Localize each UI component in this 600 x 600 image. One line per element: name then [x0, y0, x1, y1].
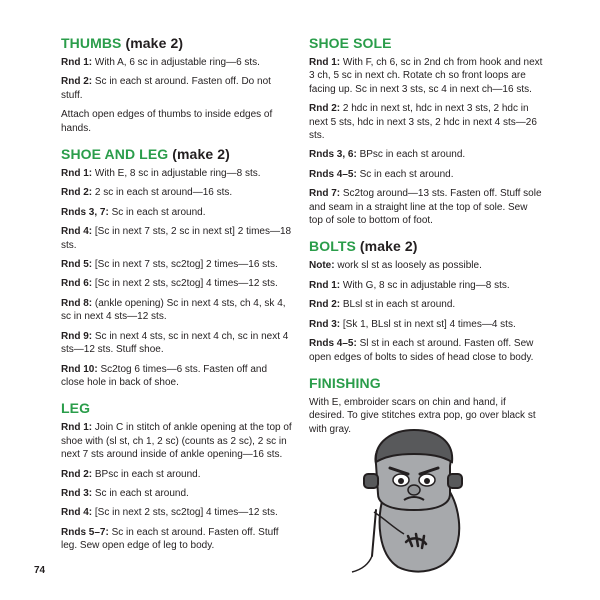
instruction-text: BPsc in each st around. — [92, 468, 201, 480]
instruction-label: Rnd 8: — [61, 297, 93, 309]
section-title: LEG — [61, 400, 91, 417]
section-heading — [61, 145, 293, 163]
instruction-label: Rnd 3: — [61, 487, 93, 499]
instruction-label: Rnd 2: — [309, 299, 341, 311]
needle-icon — [372, 510, 376, 556]
instruction-text: [Sc in next 7 sts, sc2tog] 2 times—16 sts. — [92, 259, 278, 271]
instruction-line — [61, 487, 293, 500]
instruction-line — [309, 168, 543, 181]
doll-bolt-left — [364, 474, 378, 488]
thread-tail — [352, 556, 372, 572]
instruction-line — [61, 206, 293, 219]
instruction-text: (ankle opening) Sc in next 4 sts, ch 4, sk 4, sc in next 4 sts—12 sts. — [61, 297, 286, 323]
instruction-text: BLsl st in each st around. — [340, 299, 456, 311]
section-subtitle: (make 2) — [125, 35, 184, 51]
instruction-label: Rnd 1: — [61, 422, 93, 434]
section-heading — [61, 399, 293, 417]
instruction-text: Sl st in each st around. Fasten off. Sew open edges of bolts to sides of head close to body. — [309, 338, 534, 363]
section-thumbs — [61, 34, 293, 135]
instruction-text: Sc2tog 6 times—6 sts. Fasten off and close hole in back of shoe. — [61, 363, 268, 388]
section-heading — [309, 34, 543, 52]
instruction-line — [61, 167, 293, 180]
instruction-line — [61, 56, 293, 69]
page-number: 74 — [34, 565, 46, 576]
instruction-label: Rnd 2: — [61, 187, 93, 199]
instruction-label: Note: — [309, 260, 335, 272]
instruction-text: Sc in each st around. — [92, 487, 189, 499]
instruction-text: [Sc in next 2 sts, sc2tog] 4 times—12 sts. — [92, 278, 278, 290]
section-subtitle: (make 2) — [359, 238, 418, 255]
instruction-line — [61, 277, 293, 290]
section-shoe-sole — [309, 34, 543, 227]
instruction-text: Sc in each st around. Fasten off. Do not stuff. — [61, 76, 271, 101]
section-bolts — [309, 237, 543, 363]
instruction-text: Attach open edges of thumbs to inside edges of hands. — [61, 109, 273, 134]
instruction-text: work sl st as loosely as possible. — [334, 260, 482, 272]
instruction-label: Rnd 6: — [61, 278, 93, 290]
instruction-label: Rnd 9: — [61, 330, 93, 342]
instruction-line — [309, 318, 543, 331]
doll-bolt-right — [448, 474, 462, 488]
section-title: SHOE SOLE — [309, 35, 392, 51]
instruction-text: With F, ch 6, sc in 2nd ch from hook and next 3 ch, 5 sc in next ch. Rotate ch so front loops are facing up. Sc in next 3 sts, sc 4 in next ch—16 sts. — [309, 57, 543, 95]
instruction-label: Rnd 2: — [61, 468, 93, 480]
instruction-text: Sc in next 4 sts, sc in next 4 ch, sc in next 4 sts—12 sts. Stuff shoe. — [61, 330, 289, 356]
instruction-label: Rnds 4–5: — [309, 338, 357, 350]
section-title: FINISHING — [309, 374, 381, 391]
section-subtitle: (make 2) — [172, 146, 230, 163]
instruction-line — [61, 297, 293, 324]
instruction-label: Rnds 3, 6: — [309, 149, 357, 161]
instruction-label: Rnd 1: — [61, 168, 93, 180]
instruction-label: Rnd 4: — [61, 226, 93, 238]
section-heading — [309, 374, 543, 392]
instruction-line — [61, 108, 293, 135]
instruction-line — [61, 330, 293, 357]
instruction-text: Join C in stitch of ankle opening at the top of shoe with (sl st, ch 1, 2 sc) (counts as 2 sc), 2 sc in next 7 sts around inside of ankle opening—16 sts. — [61, 422, 292, 461]
instruction-label: Rnds 3, 7: — [61, 206, 109, 218]
instruction-line — [61, 75, 293, 102]
instruction-text: With E, embroider scars on chin and hand, if desired. To give stitches extra pop, go over black st with gray. — [309, 396, 536, 435]
instruction-line — [61, 186, 293, 199]
instruction-line — [61, 225, 293, 252]
instruction-label: Rnd 5: — [61, 259, 93, 271]
section-heading — [61, 34, 293, 52]
section-shoe-and-leg — [61, 145, 293, 389]
instruction-text: [Sk 1, BLsl st in next st] 4 times—4 sts. — [340, 318, 516, 330]
instruction-line — [309, 148, 543, 161]
instruction-label: Rnd 3: — [309, 318, 341, 330]
instruction-label: Rnds 4–5: — [309, 168, 357, 180]
instruction-text: BPsc in each st around. — [356, 149, 466, 161]
instruction-label: Rnd 4: — [61, 507, 93, 519]
instruction-text: [Sc in next 2 sts, sc2tog] 4 times—12 sts. — [92, 507, 278, 519]
instruction-line — [61, 421, 293, 461]
doll-nose — [408, 485, 420, 495]
instruction-text: 2 sc in each st around—16 sts. — [92, 187, 233, 199]
instruction-label: Rnd 1: — [309, 57, 341, 68]
instruction-text: Sc in each st around. Fasten off. Stuff leg. Sew open edge of leg to body. — [61, 526, 279, 552]
instruction-text: [Sc in next 7 sts, 2 sc in next st] 2 times—18 sts. — [61, 226, 292, 251]
instruction-text: 2 hdc in next st, hdc in next 3 sts, 2 hdc in next 5 sts, hdc in next 3 sts, 2 hdc in next 4 sts—26 sts. — [309, 103, 537, 142]
instruction-line — [61, 526, 293, 553]
instruction-line — [309, 102, 543, 142]
instruction-text: With G, 8 sc in adjustable ring—8 sts. — [340, 279, 510, 291]
section-title: BOLTS — [309, 238, 356, 255]
instruction-label: Rnds 5–7: — [61, 526, 109, 538]
instruction-label: Rnd 1: — [309, 279, 341, 291]
instruction-line — [309, 259, 543, 272]
instruction-label: Rnd 2: — [309, 103, 341, 115]
section-heading — [309, 237, 543, 255]
instruction-label: Rnd 2: — [61, 76, 93, 88]
instruction-line — [61, 258, 293, 271]
instruction-text: Sc in each st around. — [108, 206, 206, 218]
instruction-line — [309, 187, 543, 227]
section-leg — [61, 399, 293, 552]
instruction-label: Rnd 1: — [61, 57, 93, 68]
instruction-line — [61, 506, 293, 519]
instruction-text: Sc2tog around—13 sts. Fasten off. Stuff sole and seam in a straight line at the top of sole. Sew top of sole to bottom of foot. — [309, 188, 542, 227]
section-title: THUMBS — [61, 35, 122, 51]
instruction-line — [309, 279, 543, 292]
instruction-label: Rnd 7: — [309, 188, 341, 200]
right-column — [309, 34, 543, 446]
instruction-line — [61, 468, 293, 481]
instruction-text: Sc in each st around. — [356, 168, 454, 180]
instruction-line — [309, 56, 543, 96]
section-title: SHOE AND LEG — [61, 146, 169, 163]
instruction-text: With E, 8 sc in adjustable ring—8 sts. — [92, 168, 261, 180]
instruction-label: Rnd 10: — [61, 363, 98, 375]
left-column — [61, 34, 293, 563]
crochet-doll-hand-illustration — [346, 424, 474, 574]
instruction-text: With A, 6 sc in adjustable ring—6 sts. — [92, 57, 260, 68]
instruction-line — [61, 363, 293, 390]
instruction-line — [309, 298, 543, 311]
instruction-line — [309, 337, 543, 364]
